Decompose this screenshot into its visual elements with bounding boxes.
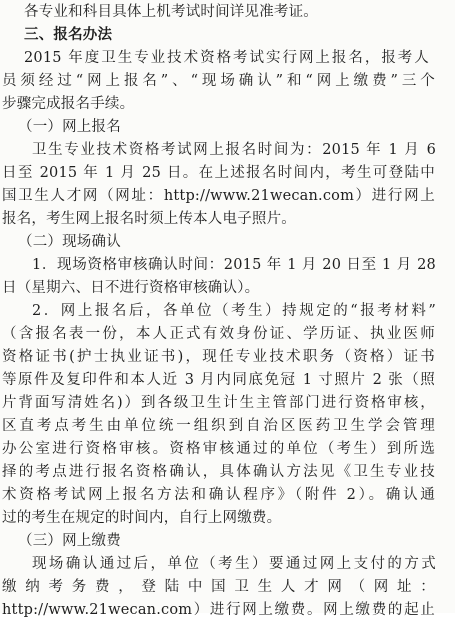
text-line: 等原件及复印件和本人近 3 月内同底免冠 1 寸照片 2 张（照 (2, 372, 435, 388)
text-line: 日（星期六、日不进行资格审核确认）。 (2, 280, 260, 296)
text-line: 缴纳考务费，登陆中国卫生人才网（网址： (2, 579, 435, 595)
subsection-heading: （二）现场确认 (18, 234, 121, 250)
text-line: 步骤完成报名手续。 (2, 96, 135, 112)
text-line: 过的考生在规定的时间内，自行上网缴费。 (2, 510, 282, 526)
section-heading: 三、报名办法 (24, 27, 113, 43)
text-line: 员须经过“网上报名”、“现场确认”和“网上缴费”三个 (2, 73, 435, 89)
subsection-heading: （三）网上缴费 (18, 533, 121, 549)
text-line: 区直考点考生由单位统一组织到自治区医药卫生学会管理 (2, 418, 435, 434)
text-line: 国卫生人才网（网址：http://www.21wecan.com）进行网上 (2, 188, 435, 204)
text-line: （含报名表一份，本人正式有效身份证、学历证、执业医师 (2, 326, 435, 342)
text-line: 2015 年度卫生专业技术资格考试实行网上报名，报考人 (24, 50, 429, 66)
text-line: 现场确认通过后，单位（考生）要通过网上支付的方式 (32, 556, 436, 572)
text-line: 各专业和科目具体上机考试时间详见准考证。 (24, 4, 318, 20)
text-line: 办公室进行资格审核。资格审核通过的单位（考生）到所选 (2, 441, 435, 457)
text-line: 择的考点进行报名资格确认，具体确认方法见《卫生专业技 (2, 464, 435, 480)
text-line: 术资格考试网上报名方法和确认程序》（附件 2）。确认通 (2, 487, 435, 503)
text-line: 日至 2015 年 1 月 25 日。在上述报名时间内，考生可登陆中 (2, 165, 435, 181)
text-line: http://www.21wecan.com）进行网上缴费。网上缴费的起止 (2, 602, 435, 618)
text-line: 2．网上报名后，各单位（考生）持规定的“报考材料” (32, 303, 436, 319)
text-line: 报名，考生网上报名时须上传本人电子照片。 (2, 211, 296, 227)
text-line: 片背面写清姓名)）到各级卫生计生主管部门进行资格审核， (2, 395, 435, 411)
text-line: 资格证书(护士执业证书)，现任专业技术职务（资格）证书 (2, 349, 435, 365)
subsection-heading: （一）网上报名 (18, 119, 121, 135)
text-line: 1．现场资格审核确认时间：2015 年 1 月 20 日至 1 月 28 (32, 257, 436, 273)
text-line: 卫生专业技术资格考试网上报名时间为：2015 年 1 月 6 (32, 142, 436, 158)
